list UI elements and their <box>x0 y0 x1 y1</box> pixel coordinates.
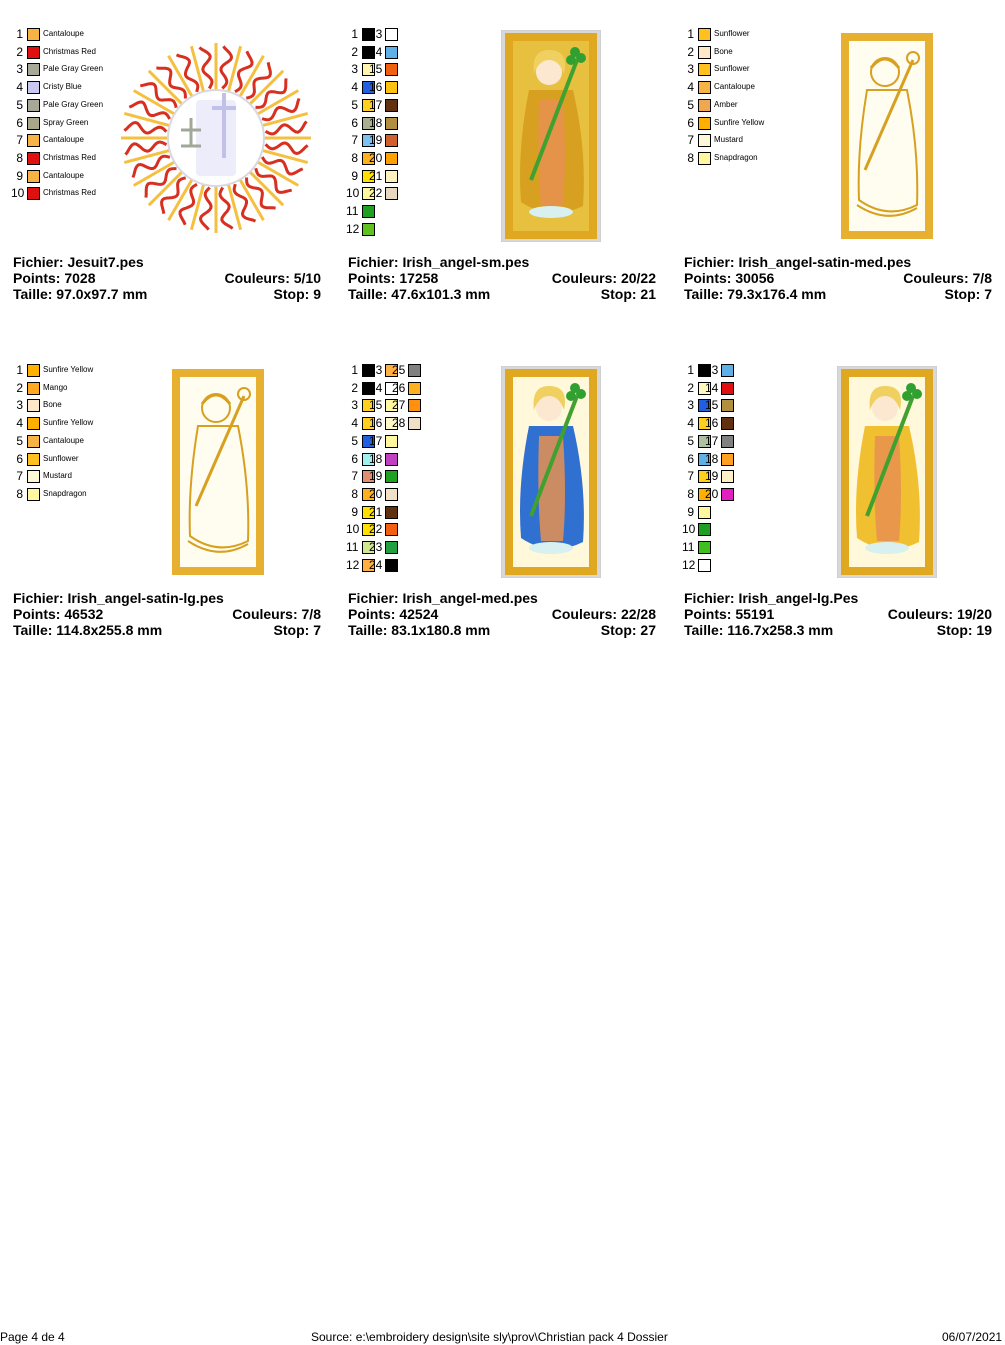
color-number: 8 <box>351 150 358 165</box>
stitch-count: Points: 55191 <box>684 606 775 622</box>
color-number: 2 <box>16 44 23 59</box>
color-swatch <box>698 134 711 147</box>
color-number: 13 <box>705 363 719 377</box>
color-count: Couleurs: 22/28 <box>551 606 656 622</box>
embroidery-image <box>501 30 601 242</box>
feet <box>529 206 573 218</box>
color-swatch <box>362 223 375 236</box>
color-swatch <box>27 63 40 76</box>
color-number: 8 <box>351 486 358 501</box>
color-number: 13 <box>369 363 383 377</box>
color-swatch <box>385 470 398 483</box>
design-size: Taille: 116.7x258.3 mm <box>684 622 834 638</box>
design-card <box>684 26 1004 331</box>
color-swatch <box>408 417 421 430</box>
color-number: 2 <box>687 44 694 59</box>
color-number: 8 <box>687 150 694 165</box>
color-swatch <box>698 117 711 130</box>
color-swatch <box>385 559 398 572</box>
color-number: 4 <box>16 80 23 95</box>
footer-source: Source: e:\embroidery design\site sly\prov\Christian pack 4 Dossier <box>311 1330 668 1344</box>
color-number: 8 <box>16 150 23 165</box>
color-name: Christmas Red <box>43 152 96 162</box>
color-number: 14 <box>369 380 383 395</box>
design-size: Taille: 114.8x255.8 mm <box>13 622 163 638</box>
color-name: Bone <box>714 46 733 56</box>
color-name: Sunflower <box>714 64 750 74</box>
stop-count: Stop: 7 <box>944 286 992 302</box>
color-number: 20 <box>369 150 383 165</box>
color-number: 18 <box>369 451 383 466</box>
color-swatch <box>27 134 40 147</box>
color-name: Sunfire Yellow <box>43 418 94 428</box>
color-number: 7 <box>16 133 23 148</box>
color-number: 15 <box>369 62 383 77</box>
color-number: 21 <box>369 504 383 519</box>
color-swatch <box>385 134 398 147</box>
color-swatch <box>385 541 398 554</box>
color-number: 6 <box>16 115 23 130</box>
design-card <box>348 362 668 667</box>
color-swatch <box>385 187 398 200</box>
color-swatch <box>27 99 40 112</box>
color-number: 19 <box>705 469 719 484</box>
color-swatch <box>385 488 398 501</box>
color-swatch <box>385 81 398 94</box>
color-swatch <box>698 46 711 59</box>
color-number: 2 <box>687 380 694 395</box>
design-preview <box>121 38 311 243</box>
color-number: 7 <box>351 469 358 484</box>
color-number: 1 <box>16 363 23 377</box>
color-swatch <box>721 488 734 501</box>
color-number: 12 <box>346 557 360 572</box>
color-count: Couleurs: 5/10 <box>224 270 321 286</box>
color-number: 22 <box>369 186 383 201</box>
color-swatch <box>385 152 398 165</box>
color-number: 1 <box>351 27 358 41</box>
color-number: 3 <box>687 398 694 413</box>
color-number: 17 <box>705 433 719 448</box>
color-number: 5 <box>16 433 23 448</box>
color-number: 27 <box>392 398 406 413</box>
color-name: Cantaloupe <box>43 435 84 445</box>
color-number: 4 <box>687 80 694 95</box>
color-swatch <box>27 435 40 448</box>
color-name: Snapdragon <box>43 488 87 498</box>
color-swatch <box>385 99 398 112</box>
color-swatch <box>27 187 40 200</box>
embroidery-image <box>121 38 311 238</box>
embroidery-image <box>501 366 601 578</box>
color-name: Amber <box>714 99 738 109</box>
color-name: Bone <box>43 400 62 410</box>
color-number: 8 <box>687 486 694 501</box>
color-swatch <box>698 99 711 112</box>
color-swatch <box>721 435 734 448</box>
design-preview <box>501 30 601 247</box>
color-swatch <box>698 523 711 536</box>
design-card <box>13 26 333 331</box>
design-size: Taille: 83.1x180.8 mm <box>348 622 491 638</box>
color-swatch <box>721 399 734 412</box>
design-preview <box>837 30 937 247</box>
design-size: Taille: 79.3x176.4 mm <box>684 286 827 302</box>
color-number: 28 <box>392 416 406 431</box>
stop-count: Stop: 7 <box>273 622 321 638</box>
color-swatch <box>385 435 398 448</box>
color-number: 9 <box>351 168 358 183</box>
color-number: 12 <box>682 557 696 572</box>
file-name: Fichier: Irish_angel-med.pes <box>348 590 538 606</box>
color-number: 8 <box>16 486 23 501</box>
color-number: 19 <box>369 469 383 484</box>
embroidery-image <box>837 366 937 578</box>
color-name: Pale Gray Green <box>43 99 104 109</box>
color-name: Spray Green <box>43 117 89 127</box>
color-swatch <box>698 28 711 41</box>
color-name: Sunfire Yellow <box>714 117 765 127</box>
color-number: 6 <box>687 451 694 466</box>
color-number: 10 <box>346 186 360 201</box>
stop-count: Stop: 21 <box>600 286 656 302</box>
color-swatch <box>27 453 40 466</box>
color-name: Sunflower <box>43 453 79 463</box>
color-number: 3 <box>351 62 358 77</box>
color-swatch <box>721 417 734 430</box>
color-swatch <box>385 46 398 59</box>
color-swatch <box>721 364 734 377</box>
color-number: 7 <box>687 469 694 484</box>
color-swatch <box>27 152 40 165</box>
color-number: 3 <box>16 62 23 77</box>
color-number: 11 <box>346 540 359 554</box>
color-number: 13 <box>369 27 383 41</box>
color-number: 22 <box>369 522 383 537</box>
color-number: 2 <box>16 380 23 395</box>
color-swatch <box>27 382 40 395</box>
color-swatch <box>698 541 711 554</box>
color-number: 4 <box>351 416 358 431</box>
color-swatch <box>385 506 398 519</box>
color-number: 10 <box>11 186 25 201</box>
color-number: 26 <box>392 380 406 395</box>
feet <box>529 542 573 554</box>
design-card <box>348 26 668 331</box>
color-number: 5 <box>687 97 694 112</box>
color-number: 12 <box>346 221 360 236</box>
color-swatch <box>27 399 40 412</box>
file-name: Fichier: Jesuit7.pes <box>13 254 144 270</box>
color-number: 7 <box>351 133 358 148</box>
color-number: 11 <box>682 540 695 554</box>
color-swatch <box>27 81 40 94</box>
stitch-count: Points: 42524 <box>348 606 439 622</box>
stitch-count: Points: 30056 <box>684 270 775 286</box>
color-number: 2 <box>351 380 358 395</box>
file-name: Fichier: Irish_angel-lg.Pes <box>684 590 859 606</box>
color-swatch <box>385 117 398 130</box>
stitch-count: Points: 46532 <box>13 606 104 622</box>
color-number: 7 <box>687 133 694 148</box>
color-swatch <box>408 399 421 412</box>
color-number: 17 <box>369 433 383 448</box>
color-number: 1 <box>351 363 358 377</box>
color-swatch <box>721 382 734 395</box>
color-number: 6 <box>16 451 23 466</box>
color-number: 18 <box>705 451 719 466</box>
stop-count: Stop: 19 <box>936 622 992 638</box>
feet <box>865 542 909 554</box>
color-number: 24 <box>369 557 383 572</box>
color-swatch <box>385 453 398 466</box>
ihs-monogram <box>196 100 236 176</box>
color-number: 4 <box>16 416 23 431</box>
color-swatch <box>27 117 40 130</box>
color-swatch <box>698 559 711 572</box>
color-swatch <box>408 364 421 377</box>
design-size: Taille: 47.6x101.3 mm <box>348 286 491 302</box>
color-number: 5 <box>16 97 23 112</box>
color-count: Couleurs: 20/22 <box>551 270 656 286</box>
color-swatch <box>27 470 40 483</box>
stop-count: Stop: 9 <box>273 286 321 302</box>
color-number: 14 <box>369 44 383 59</box>
color-name: Mango <box>43 382 68 392</box>
color-swatch <box>27 364 40 377</box>
design-preview <box>837 366 937 583</box>
color-number: 4 <box>687 416 694 431</box>
color-number: 5 <box>351 433 358 448</box>
color-number: 20 <box>369 486 383 501</box>
color-swatch <box>408 382 421 395</box>
color-number: 21 <box>369 168 383 183</box>
color-number: 3 <box>351 398 358 413</box>
color-count: Couleurs: 7/8 <box>903 270 992 286</box>
embroidery-image <box>168 366 268 578</box>
color-number: 19 <box>369 133 383 148</box>
color-swatch <box>385 63 398 76</box>
color-swatch <box>385 523 398 536</box>
color-swatch <box>385 170 398 183</box>
color-swatch <box>698 81 711 94</box>
color-count: Couleurs: 7/8 <box>232 606 321 622</box>
color-name: Cantaloupe <box>714 82 755 92</box>
stitch-count: Points: 17258 <box>348 270 439 286</box>
color-swatch <box>27 46 40 59</box>
color-number: 5 <box>351 97 358 112</box>
color-number: 15 <box>369 398 383 413</box>
color-name: Cantaloupe <box>43 170 84 180</box>
color-number: 6 <box>351 115 358 130</box>
color-number: 16 <box>369 416 383 431</box>
color-swatch <box>698 63 711 76</box>
color-swatch <box>27 488 40 501</box>
color-number: 2 <box>351 44 358 59</box>
color-name: Sunflower <box>714 29 750 38</box>
color-swatch <box>721 470 734 483</box>
design-card <box>684 362 1004 667</box>
color-swatch <box>385 28 398 41</box>
color-name: Snapdragon <box>714 152 758 162</box>
file-name: Fichier: Irish_angel-satin-lg.pes <box>13 590 224 606</box>
design-card <box>13 362 333 667</box>
color-name: Christmas Red <box>43 46 96 56</box>
color-swatch <box>27 28 40 41</box>
color-number: 6 <box>351 451 358 466</box>
color-number: 6 <box>687 115 694 130</box>
color-number: 18 <box>369 115 383 130</box>
file-name: Fichier: Irish_angel-sm.pes <box>348 254 530 270</box>
color-count: Couleurs: 19/20 <box>887 606 992 622</box>
design-preview <box>501 366 601 583</box>
color-swatch <box>27 170 40 183</box>
design-size: Taille: 97.0x97.7 mm <box>13 286 148 302</box>
color-number: 9 <box>687 504 694 519</box>
color-swatch <box>698 506 711 519</box>
color-name: Mustard <box>43 471 72 481</box>
color-number: 14 <box>705 380 719 395</box>
color-number: 9 <box>16 168 23 183</box>
color-swatch <box>27 417 40 430</box>
color-name: Sunfire Yellow <box>43 365 94 374</box>
stop-count: Stop: 27 <box>600 622 656 638</box>
color-number: 1 <box>16 27 23 41</box>
footer-page: Page 4 de 4 <box>0 1330 65 1344</box>
color-number: 20 <box>705 486 719 501</box>
color-name: Cantaloupe <box>43 135 84 145</box>
file-name: Fichier: Irish_angel-satin-med.pes <box>684 254 912 270</box>
color-number: 16 <box>705 416 719 431</box>
color-number: 3 <box>687 62 694 77</box>
color-number: 9 <box>351 504 358 519</box>
color-number: 1 <box>687 363 694 377</box>
color-number: 17 <box>369 97 383 112</box>
color-swatch <box>362 205 375 218</box>
color-number: 7 <box>16 469 23 484</box>
color-name: Mustard <box>714 135 743 145</box>
stitch-count: Points: 7028 <box>13 270 96 286</box>
color-number: 1 <box>687 27 694 41</box>
color-number: 10 <box>346 522 360 537</box>
color-number: 10 <box>682 522 696 537</box>
footer-date: 06/07/2021 <box>942 1330 1003 1344</box>
color-swatch <box>721 453 734 466</box>
color-number: 16 <box>369 80 383 95</box>
embroidery-image <box>837 30 937 242</box>
color-number: 3 <box>16 398 23 413</box>
color-name: Cantaloupe <box>43 29 84 38</box>
color-number: 15 <box>705 398 719 413</box>
color-name: Cristy Blue <box>43 82 82 92</box>
color-number: 11 <box>346 204 359 218</box>
design-preview <box>168 366 268 583</box>
color-number: 4 <box>351 80 358 95</box>
color-name: Christmas Red <box>43 188 96 198</box>
color-number: 25 <box>392 363 406 377</box>
color-number: 23 <box>369 540 383 554</box>
color-number: 5 <box>687 433 694 448</box>
color-swatch <box>698 152 711 165</box>
color-name: Pale Gray Green <box>43 64 104 74</box>
